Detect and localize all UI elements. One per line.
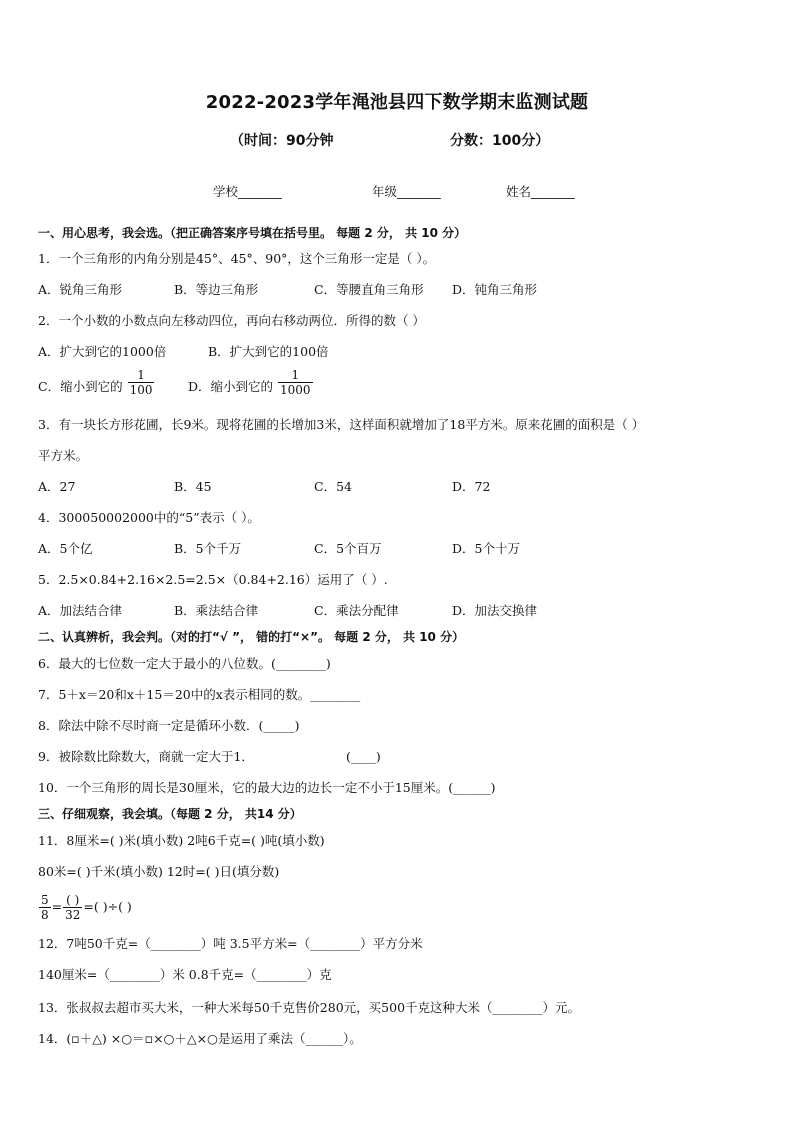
question-7: 7．5＋x＝20和x＋15＝20中的x表示相同的数。________ [38,687,361,702]
option-c: C．54 [314,479,352,494]
question-13: 13．张叔叔去超市买大米，一种大米每50千克售价280元，买500千克这种大米（________）元。 [38,1000,581,1015]
option-b: B．45 [174,479,212,494]
section-1-heading: 一、用心思考，我会选。（把正确答案序号填在括号里。 每题 2 分， 共 10 分） [38,226,467,240]
fraction-denominator: 32 [65,908,81,922]
fraction-numerator: 5 [41,893,49,907]
question-2: 2．一个小数的小数点向左移动四位，再向右移动两位．所得的数（ ） [38,313,425,328]
question-6: 6．最大的七位数一定大于最小的八位数。(________) [38,656,331,671]
question-14: 14．(▫＋△) ×○＝▫×○＋△×○是运用了乘法（______）。 [38,1031,362,1046]
question-12-line-2: 140厘米=（________）米 0.8千克=（________）克 [38,967,332,982]
question-3: 3．有一块长方形花圃，长9米。现将花圃的长增加3米，这样面积就增加了18平方米。原来花圃的面积是（ ） [38,417,645,432]
option-c-label: C．缩小到它的 [38,379,123,394]
fraction-numerator: ( ) [63,893,82,908]
option-a: A．扩大到它的1000倍 [38,344,167,359]
option-c: C．5个百万 [314,541,382,556]
exam-time: （时间：90分钟 [230,133,334,149]
division-blank: =( )÷( ) [83,899,132,914]
school-field: 学校_______ [213,184,282,199]
option-c [38,368,155,397]
question-11-line-2: 80米=( )千米(填小数) 12时=( )日(填分数) [38,864,280,879]
option-d: D．72 [452,479,491,494]
question-9-text: 9．被除数比除数大，商就一定大于1． [38,749,254,764]
fraction-blank-32 [63,893,82,922]
question-9 [38,749,381,765]
option-d: D．加法交换律 [452,603,538,618]
option-d-label: D．缩小到它的 [188,379,274,394]
question-3-cont: 平方米。 [38,448,89,463]
section-2-heading: 二、认真辨析，我会判。（对的打“√ ”， 错的打“×”。 每题 2 分， 共 10 分） [38,630,465,644]
option-b: B．等边三角形 [174,282,259,297]
question-10: 10．一个三角形的周长是30厘米，它的最大边的边长一定不小于15厘米。(______) [38,780,496,795]
question-9-answer: (____) [346,749,381,764]
section-3-heading: 三、仔细观察，我会填。（每题 2 分， 共14 分） [38,807,302,821]
exam-score: 分数：100分） [450,133,550,149]
grade-field: 年级_______ [372,184,441,199]
time-score-line [230,130,550,150]
fraction-denominator: 1000 [280,383,311,397]
question-1: 1．一个三角形的内角分别是45°、45°、90°，这个三角形一定是（ ）。 [38,251,436,266]
option-c: C．等腰直角三角形 [314,282,424,297]
exam-title: 2022-2023学年渑池县四下数学期末监测试题 [205,92,589,113]
option-b: B．5个千万 [174,541,242,556]
fraction-1-1000 [278,368,313,397]
option-d: D．5个十万 [452,541,520,556]
option-d [188,368,314,397]
option-b: B．乘法结合律 [174,603,259,618]
option-a: A．27 [38,479,76,494]
fraction-denominator: 100 [129,383,153,397]
question-4: 4．300050002000中的“5”表示（ ）。 [38,510,260,525]
fraction-denominator: 8 [41,908,49,922]
question-8: 8．除法中除不尽时商一定是循环小数．(_____) [38,718,300,733]
question-11-line-3 [38,893,132,922]
option-a: A．5个亿 [38,541,93,556]
equals-sign: = [51,899,63,914]
name-field: 姓名_______ [506,184,575,199]
fraction-5-8 [39,893,51,922]
fraction-1-100 [128,368,155,397]
question-11-line-1: 11．8厘米=( )米(填小数) 2吨6千克=( )吨(填小数) [38,833,325,848]
question-12-line-1: 12．7吨50千克=（________）吨 3.5平方米=（________）平方分米 [38,936,423,951]
option-b: B．扩大到它的100倍 [208,344,329,359]
fraction-numerator: 1 [278,368,313,383]
fraction-numerator: 1 [128,368,155,383]
option-a: A．加法结合律 [38,603,123,618]
question-5: 5．2.5×0.84+2.16×2.5=2.5×（0.84+2.16）运用了（ ）. [38,572,388,587]
option-a: A．锐角三角形 [38,282,123,297]
option-d: D．钝角三角形 [452,282,538,297]
option-c: C．乘法分配律 [314,603,399,618]
